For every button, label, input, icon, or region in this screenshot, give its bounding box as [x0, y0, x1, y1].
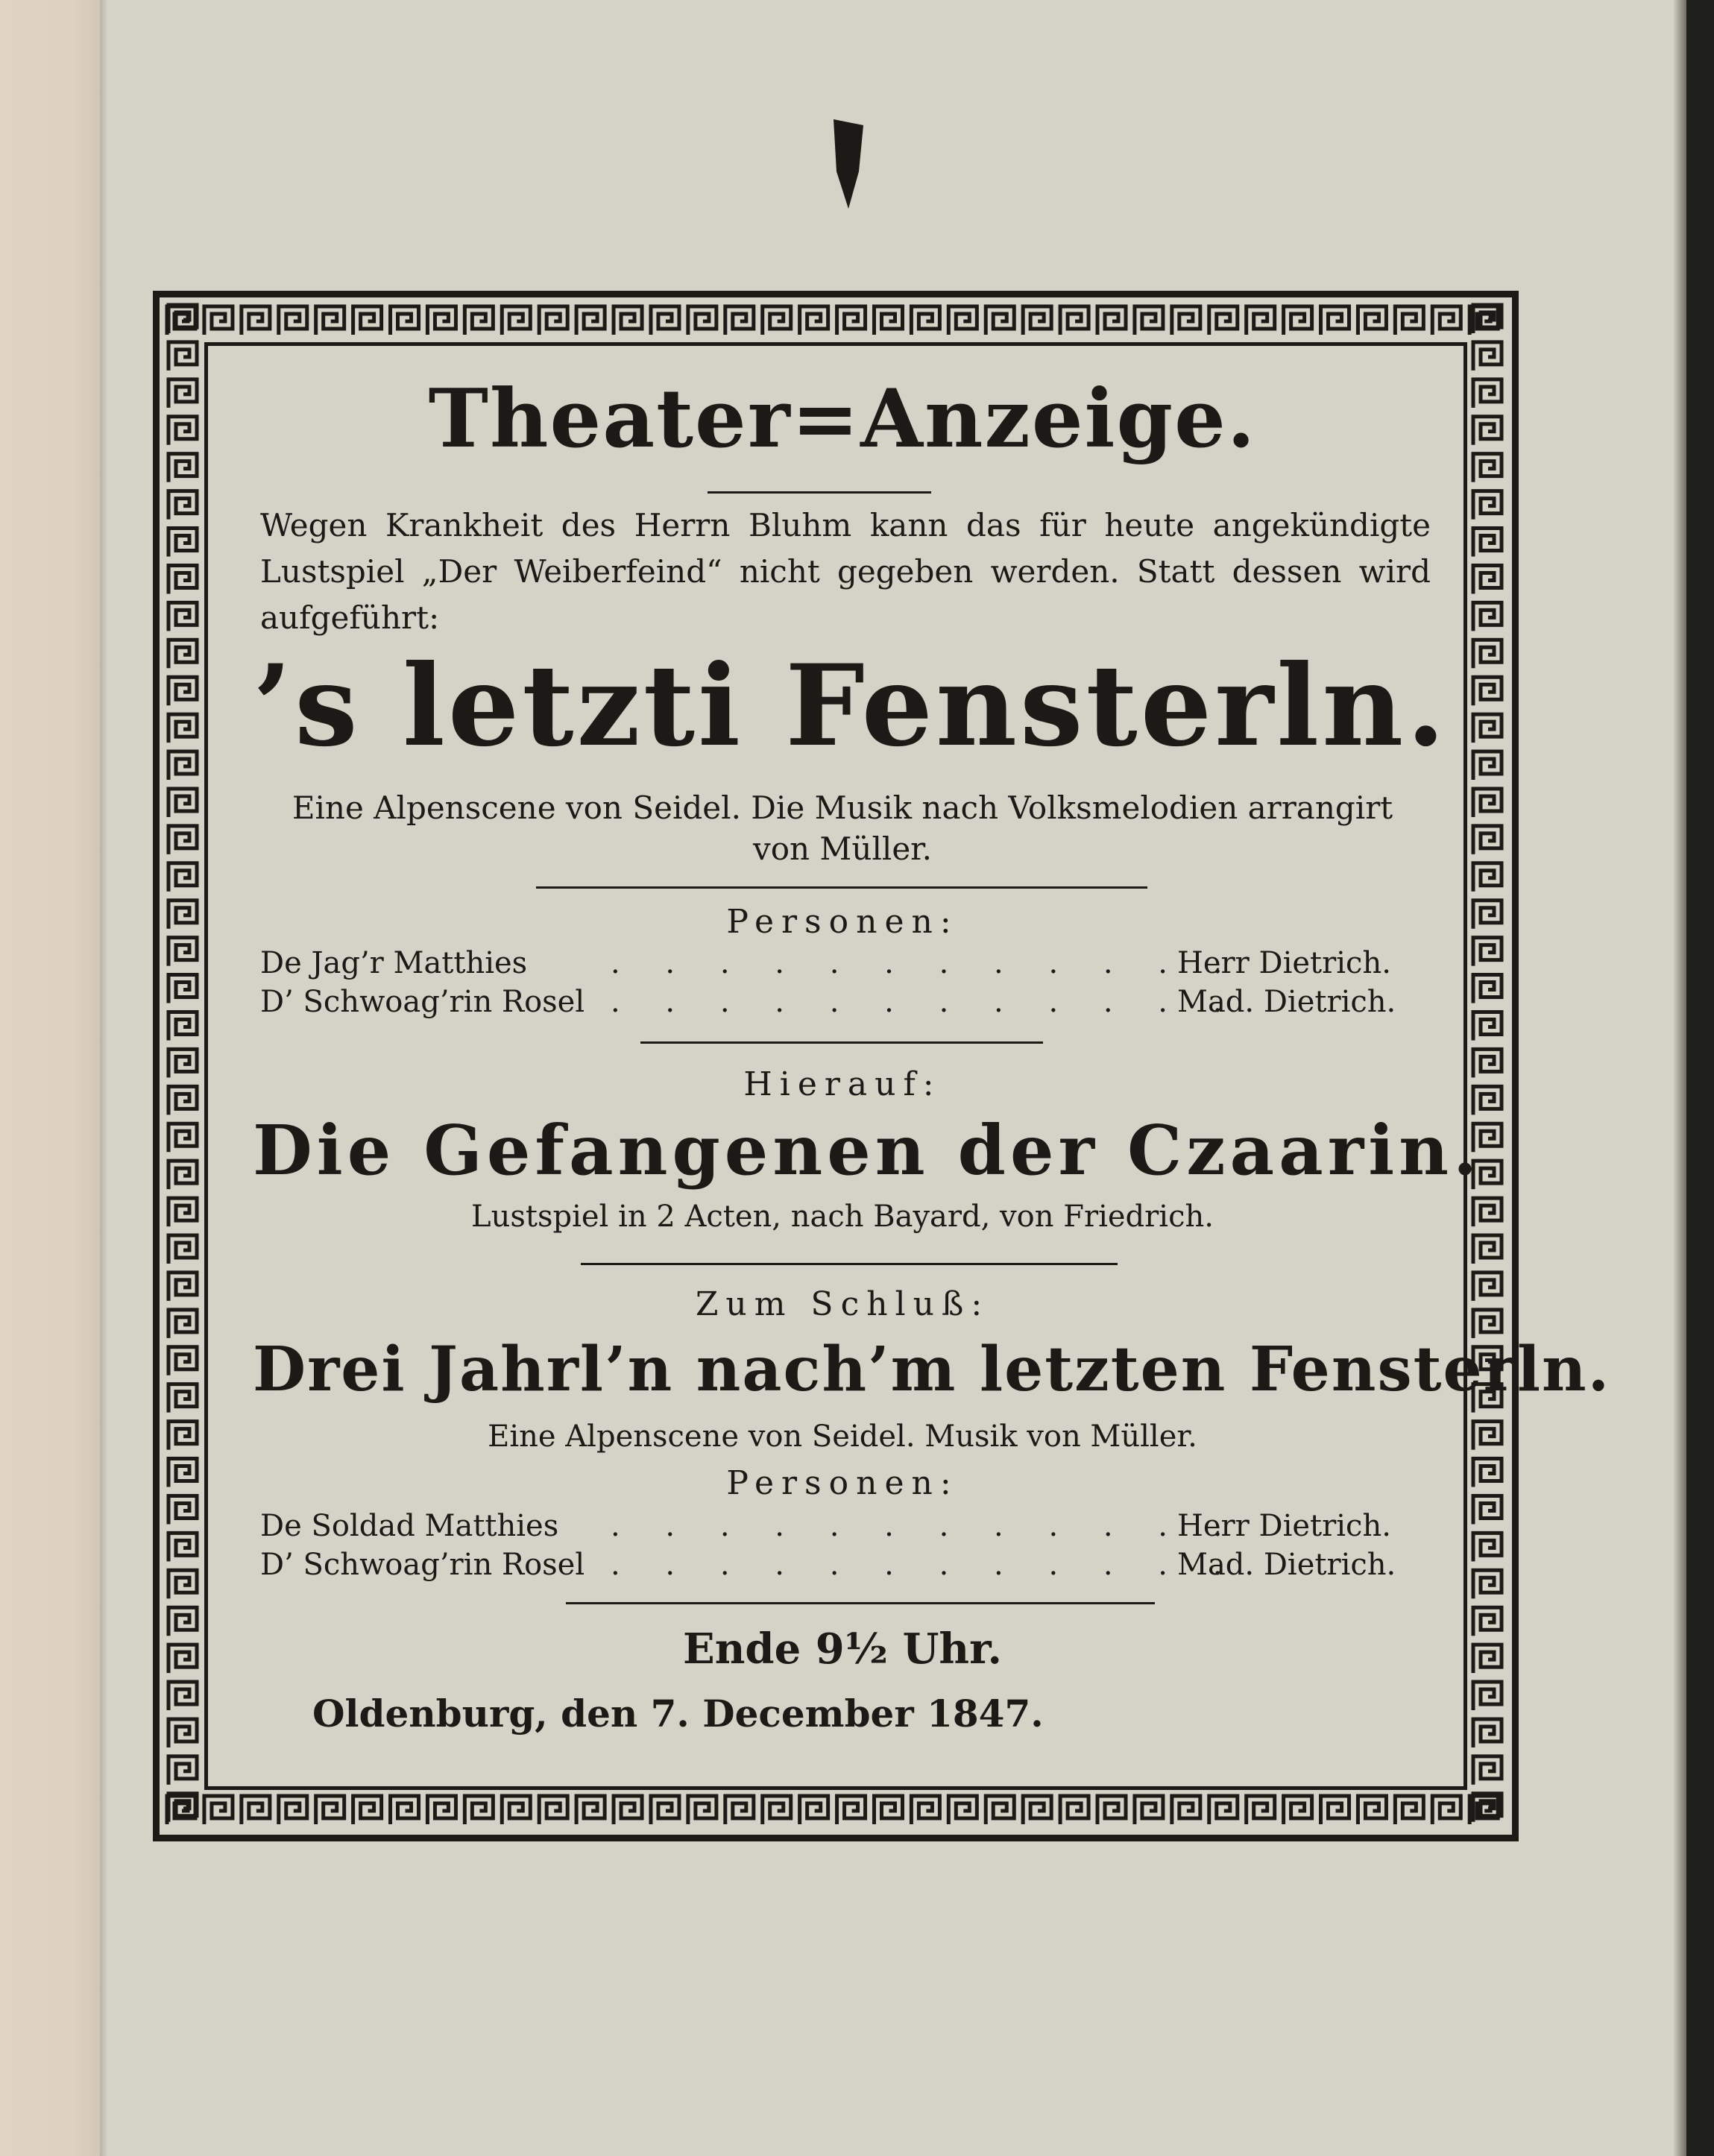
play3-subtitle: Eine Alpenscene von Seidel. Musik von Müller.	[488, 1419, 1197, 1454]
meander-motif	[1473, 975, 1502, 1003]
meander-motif	[1473, 1719, 1502, 1747]
meander-motif	[168, 863, 197, 892]
meander-motif	[168, 751, 197, 780]
meander-motif	[911, 1796, 939, 1824]
page-fold	[100, 0, 107, 2156]
print-mark-ornament	[826, 119, 869, 209]
meander-motif	[1247, 1796, 1275, 1824]
meander-motif	[168, 1347, 197, 1375]
cast-leader-dots: . . . . . . . . . . . .	[611, 1548, 1241, 1582]
meander-motif	[1473, 305, 1502, 333]
meander-motif	[502, 1796, 530, 1824]
meander-motif	[1473, 454, 1502, 482]
meander-motif	[1473, 379, 1502, 408]
cast-actor: Mad. Dietrich.	[1177, 1548, 1396, 1582]
cast-role: D’ Schwoag’rin Rosel	[260, 1548, 585, 1582]
end-time: Ende 9½ Uhr.	[683, 1624, 1002, 1674]
cast-row	[260, 946, 1431, 985]
meander-motif	[168, 1235, 197, 1264]
meander-motif	[1473, 1198, 1502, 1226]
meander-motif	[168, 379, 197, 408]
meander-motif	[1473, 789, 1502, 817]
meander-motif	[539, 306, 567, 335]
meander-motif	[168, 1756, 197, 1785]
meander-motif	[1023, 1796, 1051, 1824]
play1-subtitle-line2: von Müller.	[752, 830, 932, 867]
meander-motif	[168, 565, 197, 593]
meander-motif	[986, 1796, 1014, 1824]
meander-motif	[1473, 938, 1502, 966]
meander-motif	[1473, 529, 1502, 557]
meander-motif	[168, 454, 197, 482]
meander-motif	[168, 1682, 197, 1710]
meander-motif	[874, 306, 902, 335]
meander-motif	[168, 417, 197, 445]
meander-motif	[1473, 1607, 1502, 1636]
meander-motif	[1473, 1645, 1502, 1673]
meander-motif	[168, 1384, 197, 1413]
meander-motif	[1432, 306, 1461, 335]
cast-actor: Mad. Dietrich.	[1177, 985, 1396, 1019]
meander-motif	[168, 305, 197, 333]
meander-motif	[1135, 1796, 1163, 1824]
meander-motif	[576, 306, 605, 335]
divider	[640, 1041, 1043, 1044]
meander-motif	[1473, 901, 1502, 929]
place-and-date: Oldenburg, den 7. December 1847.	[312, 1692, 1044, 1736]
meander-motif	[725, 1796, 754, 1824]
meander-motif	[1473, 1459, 1502, 1487]
meander-motif	[391, 306, 419, 335]
meander-motif	[1473, 491, 1502, 520]
meander-motif	[1473, 1012, 1502, 1040]
meander-motif	[1358, 1796, 1386, 1824]
divider	[536, 886, 1147, 889]
meander-motif	[1473, 1570, 1502, 1598]
meander-motif	[168, 1607, 197, 1636]
meander-motif	[168, 1273, 197, 1301]
meander-motif	[1473, 1756, 1502, 1785]
meander-motif	[279, 306, 307, 335]
meander-motif	[168, 529, 197, 557]
meander-motif	[279, 1796, 307, 1824]
meander-motif	[1023, 306, 1051, 335]
meander-motif	[168, 342, 197, 371]
play2-title: Die Gefangenen der Czaarin.	[253, 1110, 1482, 1191]
meander-motif	[651, 306, 679, 335]
meander-motif	[168, 1310, 197, 1338]
meander-motif	[1209, 306, 1238, 335]
meander-motif	[1473, 417, 1502, 445]
meander-motif	[168, 826, 197, 854]
meander-motif	[1060, 306, 1088, 335]
cast-role: De Soldad Matthies	[260, 1509, 559, 1543]
meander-motif	[651, 1796, 679, 1824]
meander-motif	[1247, 306, 1275, 335]
play1-title: ’s letzti Fensterln.	[253, 640, 1449, 772]
meander-motif	[353, 1796, 382, 1824]
play2-subtitle: Lustspiel in 2 Acten, nach Bayard, von Friedrich.	[471, 1200, 1214, 1234]
meander-motif	[427, 1796, 456, 1824]
meander-motif	[688, 306, 716, 335]
meander-motif	[316, 306, 344, 335]
meander-motif	[168, 1049, 197, 1077]
border-band-bottom	[160, 1787, 1512, 1835]
meander-motif	[837, 306, 866, 335]
meander-motif	[204, 1796, 233, 1824]
binding-gutter	[0, 0, 104, 2156]
page-right-edge	[1673, 0, 1686, 2156]
meander-motif	[502, 306, 530, 335]
meander-motif	[168, 714, 197, 743]
meander-motif	[204, 306, 233, 335]
meander-motif	[1395, 1796, 1423, 1824]
cast-role: D’ Schwoag’rin Rosel	[260, 985, 585, 1019]
cast-leader-dots: . . . . . . . . . . . .	[611, 985, 1241, 1019]
meander-motif	[614, 306, 642, 335]
meander-motif	[168, 1533, 197, 1561]
meander-motif	[911, 306, 939, 335]
meander-motif	[1473, 1533, 1502, 1561]
meander-motif	[1473, 1049, 1502, 1077]
meander-motif	[168, 640, 197, 668]
meander-motif	[168, 789, 197, 817]
meander-motif	[1209, 1796, 1238, 1824]
playbill-content	[253, 372, 1611, 1774]
meander-motif	[539, 1796, 567, 1824]
meander-motif	[1473, 1235, 1502, 1264]
meander-motif	[168, 1570, 197, 1598]
divider	[581, 1263, 1118, 1265]
meander-motif	[242, 1796, 270, 1824]
meander-motif	[837, 1796, 866, 1824]
meander-motif	[427, 306, 456, 335]
meander-motif	[688, 1796, 716, 1824]
divider	[708, 491, 931, 494]
meander-motif	[1473, 751, 1502, 780]
cancellation-notice: Wegen Krankheit des Herrn Bluhm kann das für heute angekündigte Lustspiel „Der Weiberfeind“ nicht gegeben werden. Statt dessen wird aufgeführt:	[260, 507, 1431, 636]
meander-motif	[1473, 602, 1502, 631]
border-band-right	[1464, 297, 1512, 1835]
meander-motif	[168, 1422, 197, 1450]
meander-motif	[1172, 306, 1200, 335]
meander-motif	[464, 1796, 493, 1824]
meander-motif	[1473, 714, 1502, 743]
meander-motif	[168, 1086, 197, 1115]
meander-motif	[874, 1796, 902, 1824]
meander-motif	[1432, 1796, 1461, 1824]
meander-motif	[1395, 306, 1423, 335]
meander-motif	[1473, 863, 1502, 892]
meander-motif	[168, 1161, 197, 1189]
meander-motif	[1172, 1796, 1200, 1824]
meander-motif	[1060, 1796, 1088, 1824]
meander-motif	[242, 306, 270, 335]
meander-motif	[168, 602, 197, 631]
meander-motif	[168, 901, 197, 929]
meander-motif	[1284, 306, 1312, 335]
meander-motif	[168, 1123, 197, 1152]
meander-motif	[1473, 826, 1502, 854]
cast-actor: Herr Dietrich.	[1177, 1509, 1391, 1543]
meander-motif	[1473, 1794, 1502, 1822]
meander-motif	[1473, 1495, 1502, 1524]
meander-motif	[763, 1796, 791, 1824]
meander-motif	[1473, 1273, 1502, 1301]
cast-actor: Herr Dietrich.	[1177, 946, 1391, 980]
meander-motif	[168, 1012, 197, 1040]
play2-intro: Hierauf:	[743, 1065, 942, 1103]
cast-row	[260, 985, 1431, 1024]
meander-motif	[614, 1796, 642, 1824]
meander-motif	[1473, 677, 1502, 705]
cast-row	[260, 1509, 1431, 1548]
border-band-left	[160, 297, 207, 1835]
meander-motif	[1284, 1796, 1312, 1824]
meander-motif	[168, 975, 197, 1003]
play1-subtitle-line1: Eine Alpenscene von Seidel. Die Musik nach Volksmelodien arrangirt	[292, 789, 1393, 826]
meander-motif	[168, 491, 197, 520]
meander-motif	[168, 1459, 197, 1487]
meander-motif	[1097, 306, 1126, 335]
meander-motif	[1097, 1796, 1126, 1824]
meander-motif	[168, 1198, 197, 1226]
cast-role: De Jag’r Matthies	[260, 946, 528, 980]
meander-motif	[391, 1796, 419, 1824]
play3-cast-heading: Personen:	[726, 1464, 959, 1502]
meander-motif	[1473, 1682, 1502, 1710]
meander-motif	[168, 677, 197, 705]
meander-motif	[168, 938, 197, 966]
meander-motif	[1321, 1796, 1349, 1824]
play3-intro: Zum Schluß:	[695, 1285, 990, 1323]
greek-key-border-frame	[153, 291, 1611, 1841]
meander-motif	[168, 1719, 197, 1747]
page-title: Theater=Anzeige.	[428, 372, 1257, 466]
meander-motif	[725, 306, 754, 335]
meander-motif	[1135, 306, 1163, 335]
meander-motif	[800, 1796, 828, 1824]
divider	[566, 1602, 1155, 1604]
cast-leader-dots: . . . . . . . . . . . .	[611, 1509, 1241, 1543]
meander-motif	[168, 1495, 197, 1524]
meander-motif	[1321, 306, 1349, 335]
cast-leader-dots: . . . . . . . . . . . .	[611, 946, 1241, 980]
play1-cast-heading: Personen:	[726, 903, 959, 941]
meander-motif	[948, 306, 977, 335]
meander-motif	[1473, 565, 1502, 593]
meander-motif	[1358, 306, 1386, 335]
border-band-top	[160, 297, 1512, 345]
meander-motif	[168, 1794, 197, 1822]
meander-motif	[576, 1796, 605, 1824]
cast-row	[260, 1548, 1431, 1586]
meander-motif	[763, 306, 791, 335]
meander-motif	[948, 1796, 977, 1824]
meander-motif	[168, 1645, 197, 1673]
meander-motif	[464, 306, 493, 335]
meander-motif	[1473, 640, 1502, 668]
meander-motif	[316, 1796, 344, 1824]
meander-motif	[986, 306, 1014, 335]
meander-motif	[1473, 1422, 1502, 1450]
meander-motif	[800, 306, 828, 335]
meander-motif	[1473, 342, 1502, 371]
meander-motif	[353, 306, 382, 335]
play3-title: Drei Jahrl’n nach’m letzten Fensterln.	[253, 1334, 1611, 1405]
